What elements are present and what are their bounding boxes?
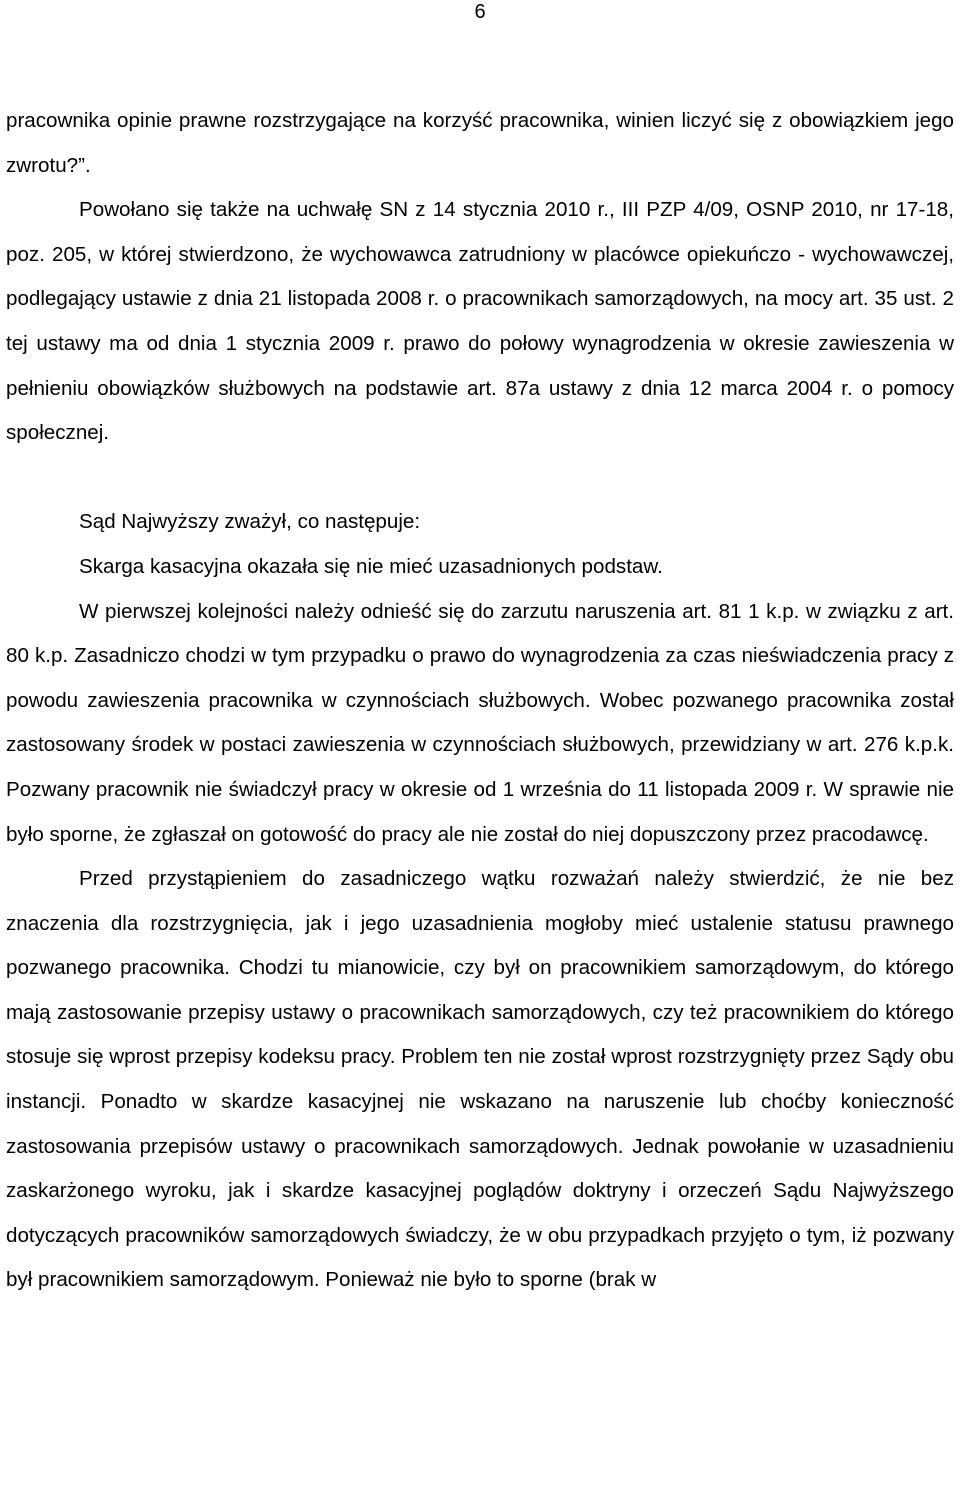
paragraph-cassation-verdict: Skarga kasacyjna okazała się nie mieć uzasadnionych podstaw. [79,554,663,578]
page-number: 6 [474,1,486,23]
paragraph-court-heading: Sąd Najwyższy zważył, co następuje: [79,510,421,534]
paragraph-employee-status: Przed przystąpieniem do zasadniczego wątku rozważań należy stwierdzić, że nie bez znaczenia dla rozstrzygnięcia, jak i jego uzasadnienia mogłoby mieć ustalenie statusu prawnego pozwanego pracownika. Chodzi tu mianowicie, czy był on pracownikiem samorządowym, do którego mają zastosowanie przepisy ustawy o pracownikach samorządowych, czy też pracownikiem do którego stosuje się wprost przepisy kodeksu pracy. Problem ten nie został wprost rozstrzygnięty przez Sądy obu instancji. Ponadto w skardze kasacyjnej nie wskazano na naruszenie lub choćby konieczność zastosowania przepisów ustawy o pracownikach samorządowych. Jednak powołanie w uzasadnieniu zaskarżonego wyroku, jak i skardze kasacyjnej poglądów doktryny i orzeczeń Sądu Najwyższego dotyczących pracowników samorządowych świadczy, że w obu przypadkach przyjęto o tym, iż pozwany był pracownikiem samorządowym. Ponieważ nie było to sporne (brak w [6,867,954,1292]
blank-line [6,456,954,501]
paragraph-continuation: pracownika opinie prawne rozstrzygające na korzyść pracownika, winien liczyć się z obowiązkiem jego zwrotu?”. [6,109,954,177]
paragraph-resolution-reference: Powołano się także na uchwałę SN z 14 stycznia 2010 r., III PZP 4/09, OSNP 2010, nr 17-18, poz. 205, w której stwierdzono, że wychowawca zatrudniony w placówce opiekuńczo - wychowawczej, podlegający ustawie z dnia 21 listopada 2008 r. o pracownikach samorządowych, na mocy art. 35 ust. 2 tej ustawy ma od dnia 1 stycznia 2009 r. prawo do połowy wynagrodzenia w okresie zawieszenia w pełnieniu obowiązków służbowych na podstawie art. 87a ustawy z dnia 12 marca 2004 r. o pomocy społecznej. [6,198,954,445]
paragraph-first-charge: W pierwszej kolejności należy odnieść się do zarzutu naruszenia art. 81 1 k.p. w związku z art. 80 k.p. Zasadniczo chodzi w tym przypadku o prawo do wynagrodzenia za czas nieświadczenia pracy z powodu zawieszenia pracownika w czynnościach służbowych. Wobec pozwanego pracownika został zastosowany środek w postaci zawieszenia w czynnościach służbowych, przewidziany w art. 276 k.p.k. Pozwany pracownik nie świadczył pracy w okresie od 1 września do 11 listopada 2009 r. W sprawie nie było sporne, że zgłaszał on gotowość do pracy ale nie został do niej dopuszczony przez pracodawcę. [6,599,954,846]
document-body [6,99,954,1303]
